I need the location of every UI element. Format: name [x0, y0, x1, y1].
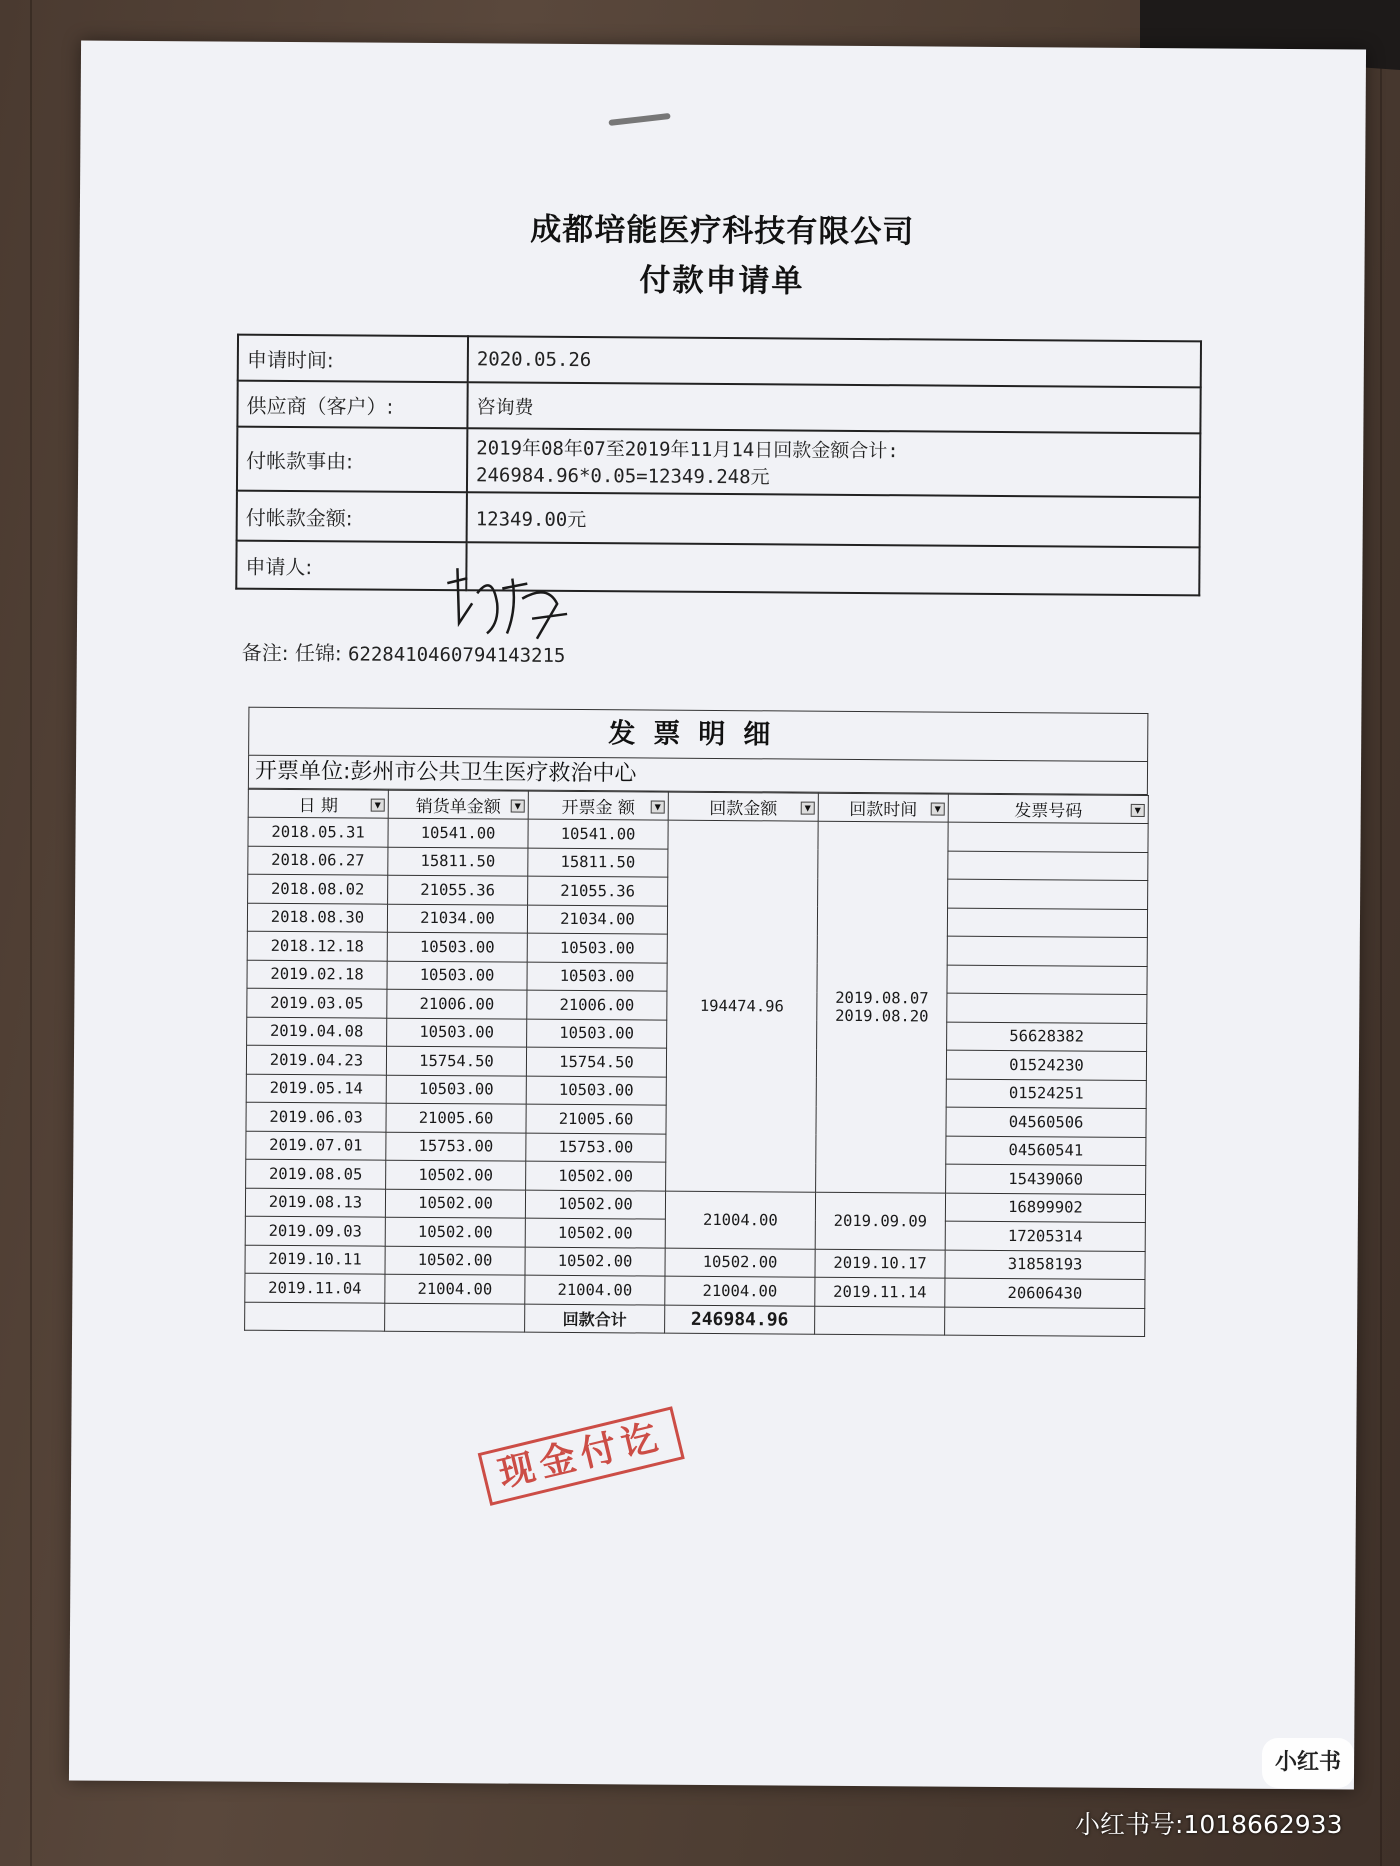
form-row [236, 541, 1199, 596]
row-date: 2019.08.05 [246, 1159, 386, 1188]
remark-name: 任锦: [294, 641, 342, 666]
filter-dropdown-icon[interactable]: ▼ [511, 800, 525, 813]
row-invoiced-amount: 10502.00 [525, 1218, 665, 1247]
row-sales-amount: 21004.00 [385, 1274, 525, 1303]
row-invoiced-amount: 10503.00 [527, 933, 667, 962]
row-sales-amount: 10502.00 [385, 1246, 525, 1275]
row-date: 2019.11.04 [245, 1273, 385, 1302]
form-row [238, 335, 1201, 388]
row-invoice-number: 04560541 [946, 1136, 1146, 1166]
request-form-table [235, 334, 1202, 597]
row-date: 2018.08.30 [247, 903, 387, 932]
row-invoice-number [947, 908, 1147, 938]
handwritten-signature [437, 563, 578, 644]
row-invoice-number: 15439060 [946, 1164, 1146, 1194]
row-invoiced-amount: 10502.00 [525, 1247, 665, 1276]
filter-dropdown-icon[interactable]: ▼ [1131, 804, 1145, 817]
field-label: 申请时间: [238, 335, 468, 383]
form-row [237, 381, 1200, 434]
payment-amount: 21004.00 [665, 1276, 815, 1306]
row-sales-amount: 10503.00 [386, 1075, 526, 1104]
row-invoice-number [947, 965, 1147, 995]
row-invoiced-amount: 10502.00 [525, 1190, 665, 1219]
row-invoice-number [948, 851, 1148, 881]
xiaohongshu-id: 小红书号:1018662933 [1075, 1810, 1343, 1839]
empty-cell [815, 1306, 945, 1335]
row-sales-amount: 21055.36 [388, 875, 528, 904]
row-invoiced-amount: 15753.00 [526, 1133, 666, 1162]
payment-date [815, 1277, 945, 1306]
row-invoiced-amount: 10503.00 [527, 1019, 667, 1048]
col-header-payment-amount: 回款金额 ▼ [668, 792, 818, 821]
field-label: 付帐款金额: [237, 491, 467, 543]
row-invoiced-amount: 10502.00 [526, 1161, 666, 1190]
reason-line-1: 2019年08年07至2019年11月14日回款金额合计: [476, 437, 899, 463]
row-invoiced-amount: 21006.00 [527, 990, 667, 1019]
payment-date [815, 1249, 945, 1278]
row-invoiced-amount: 21005.60 [526, 1104, 666, 1133]
row-invoice-number [947, 936, 1147, 966]
col-header-sales-amount: 销货单金额 ▼ [388, 790, 528, 819]
total-value: 246984.96 [665, 1305, 815, 1335]
row-invoice-number [948, 879, 1148, 909]
payment-date-line: 2019.11.14 [833, 1282, 927, 1302]
row-sales-amount: 21005.60 [386, 1103, 526, 1132]
filter-dropdown-icon[interactable]: ▼ [651, 801, 665, 814]
col-header-payment-date: 回款时间 ▼ [818, 793, 948, 822]
field-label: 申请人: [236, 541, 466, 591]
row-invoice-number: 04560506 [946, 1107, 1146, 1137]
row-date: 2019.04.23 [246, 1045, 386, 1074]
row-invoice-number: 16899902 [945, 1193, 1145, 1223]
col-header-invoiced-amount: 开票金 额 ▼ [528, 791, 668, 820]
payment-date [816, 821, 949, 1192]
row-date: 2018.05.31 [248, 817, 388, 846]
row-invoiced-amount: 21004.00 [525, 1275, 665, 1304]
total-label: 回款合计 [525, 1304, 665, 1333]
invoice-table [244, 789, 1149, 1337]
payment-amount: 21004.00 [665, 1191, 815, 1249]
row-sales-amount: 10502.00 [385, 1217, 525, 1246]
company-name: 成都培能医疗科技有限公司 [530, 211, 915, 251]
total-row [245, 1302, 1145, 1337]
row-sales-amount: 21034.00 [387, 904, 527, 933]
row-invoiced-amount: 21055.36 [528, 876, 668, 905]
field-value: 2020.05.26 [468, 336, 1201, 387]
payment-amount: 194474.96 [666, 820, 819, 1192]
row-invoice-number: 31858193 [945, 1250, 1145, 1280]
row-invoiced-amount: 15811.50 [528, 848, 668, 877]
invoice-issuing-unit: 开票单位:彭州市公共卫生医疗救治中心 [248, 755, 1148, 795]
filter-dropdown-icon[interactable]: ▼ [371, 799, 385, 812]
row-sales-amount: 21006.00 [387, 989, 527, 1018]
payment-date-line: 2019.08.20 [835, 1006, 929, 1026]
remark-account-number: 6228410460794143215 [347, 643, 566, 667]
row-invoiced-amount: 21034.00 [527, 905, 667, 934]
row-invoice-number: 56628382 [947, 1022, 1147, 1052]
payment-date-line: 2019.09.09 [833, 1211, 928, 1230]
xiaohongshu-logo: 小红书 [1262, 1738, 1354, 1788]
row-date: 2018.12.18 [247, 931, 387, 960]
row-date: 2019.09.03 [245, 1216, 385, 1245]
reason-line-2: 246984.96*0.05=12349.248元 [475, 464, 770, 489]
row-date: 2019.07.01 [246, 1131, 386, 1160]
row-invoice-number [948, 822, 1148, 852]
field-value [467, 428, 1200, 497]
field-label: 付帐款事由: [237, 427, 467, 493]
row-invoiced-amount: 15754.50 [526, 1047, 666, 1076]
row-invoice-number: 17205314 [945, 1221, 1145, 1251]
field-label: 供应商（客户）: [237, 381, 467, 429]
row-sales-amount: 15754.50 [386, 1046, 526, 1075]
row-invoice-number: 01524230 [946, 1050, 1146, 1080]
row-date: 2019.06.03 [246, 1102, 386, 1131]
row-sales-amount: 10503.00 [387, 932, 527, 961]
empty-cell [385, 1303, 525, 1332]
row-sales-amount: 10503.00 [387, 961, 527, 990]
filter-dropdown-icon[interactable]: ▼ [931, 802, 945, 815]
row-sales-amount: 15753.00 [386, 1132, 526, 1161]
payment-date-line: 2019.08.07 [835, 988, 929, 1008]
row-sales-amount: 10502.00 [386, 1160, 526, 1189]
empty-cell [945, 1307, 1145, 1337]
row-date: 2019.02.18 [247, 960, 387, 989]
row-sales-amount: 10541.00 [388, 818, 528, 847]
remark-label: 备注: [241, 640, 289, 665]
row-invoiced-amount: 10503.00 [526, 1076, 666, 1105]
row-invoice-number: 20606430 [945, 1278, 1145, 1308]
field-value: 12349.00元 [467, 492, 1200, 547]
col-header-invoice-number: 发票号码 ▼ [948, 794, 1148, 823]
staple [608, 113, 670, 126]
payment-amount: 10502.00 [665, 1248, 815, 1278]
row-date: 2019.03.05 [247, 988, 387, 1017]
invoice-detail [244, 707, 1148, 1337]
form-title: 付款申请单 [639, 262, 805, 300]
form-row [237, 427, 1200, 498]
filter-dropdown-icon[interactable]: ▼ [801, 802, 815, 815]
row-sales-amount: 15811.50 [388, 847, 528, 876]
row-date: 2018.06.27 [248, 846, 388, 875]
row-invoice-number: 01524251 [946, 1079, 1146, 1109]
row-sales-amount: 10503.00 [387, 1018, 527, 1047]
remark [242, 637, 566, 668]
payment-request-document [69, 41, 1366, 1790]
form-row [237, 491, 1200, 548]
row-invoiced-amount: 10541.00 [528, 819, 668, 848]
row-invoice-number [947, 993, 1147, 1023]
row-date: 2018.08.02 [248, 874, 388, 903]
row-date: 2019.04.08 [247, 1017, 387, 1046]
invoice-title: 发票明细 [248, 707, 1148, 761]
row-date: 2019.05.14 [246, 1074, 386, 1103]
row-invoiced-amount: 10503.00 [527, 962, 667, 991]
cash-paid-stamp: 现金付讫 [478, 1406, 685, 1506]
empty-cell [245, 1302, 385, 1331]
col-header-date: 日 期 ▼ [248, 789, 388, 818]
field-value: 咨询费 [467, 382, 1200, 433]
row-date: 2019.08.13 [245, 1188, 385, 1217]
payment-date [815, 1192, 945, 1250]
row-date: 2019.10.11 [245, 1245, 385, 1274]
row-sales-amount: 10502.00 [385, 1189, 525, 1218]
payment-date-line: 2019.10.17 [833, 1254, 927, 1273]
